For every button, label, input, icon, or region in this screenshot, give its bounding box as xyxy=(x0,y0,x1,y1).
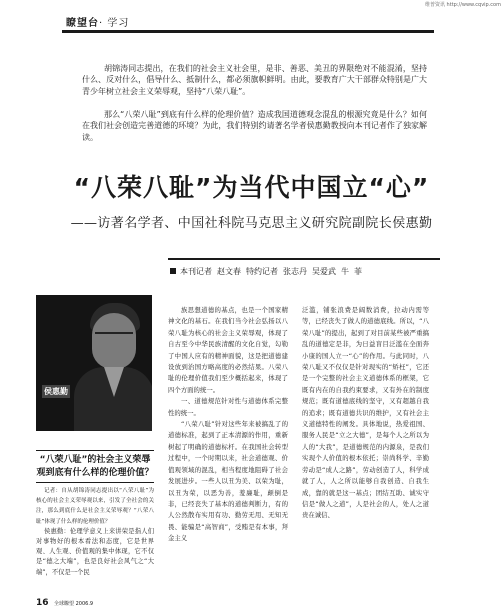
watermark-text: 维普资讯 http://www.cqvip.com xyxy=(424,2,501,8)
body-column-2 xyxy=(168,305,288,545)
square-bullet-icon xyxy=(170,268,176,274)
pullquote: “八荣八耻”的社会主义荣辱观到底有什么样的伦理价值？ xyxy=(36,455,154,478)
byline-name-2: 张志丹 xyxy=(283,267,307,276)
answer-1: 侯惠勤：伦理学意义上来讲荣是指人们对事物好的根本看法和态度，它是世界观、人生观、价值观的集中体现，它不仅是“德之大端”，也是良好社会风气之“大端”，不仅是一个民 xyxy=(36,527,154,576)
byline-rule xyxy=(168,258,440,260)
byline-role-1: 本刊记者 xyxy=(180,267,212,276)
portrait-photo xyxy=(36,295,152,431)
column-sub: · 学习 xyxy=(99,18,130,29)
qa-column xyxy=(36,486,154,578)
article-headline: “八荣八耻”为当代中国立“心” xyxy=(73,173,430,202)
byline-name-4b: 菲 xyxy=(354,267,362,276)
article-subtitle: ——访著名学者、中国社科院马克思主义研究院副院长侯惠勤 xyxy=(70,216,433,231)
pullquote-rule-top xyxy=(36,450,154,451)
body-paragraph: 泛滥，铺张浪费是阔数消费，拉动内需等等，已经丧失了做人的道德底线。所以，“八荣八耻”的提出，起到了对目前某些被严重搞乱的道德定是非，为日益盲目泛滥在全面奔小康的国人立一“心”的作用。与此同时，八荣八耻又不仅仅是针对现实的“矫枉”，它还是一个完整的社会主义道德体系的框架，它既有内在的自我约束要求，又有外在的制度规范；既有道德底线的坚守，又有超越自我的追求；既有道德共识的维护，又有社会主义道德特性的阐发。具体地说，热爱祖国、服务人民是“立之大德”，是每个人之所以为人的“大我”，是道德规范的内源泉，是我们实现个人价值的根本依托；崇尚科学、辛勤劳动是“成人之路”，劳动创造了人，科学成就了人，人之所以能够自我创造、自我生成，靠的就是这一基点；团结互助、诚实守信是“做人之道”，人是社会的人，处人之道贵在诚信、 xyxy=(302,306,429,520)
byline xyxy=(170,266,367,277)
byline-name-1: 赵文春 xyxy=(217,267,241,276)
byline-name-3: 吴爱武 xyxy=(312,267,336,276)
page-number: 16 xyxy=(36,598,49,608)
body-column-3 xyxy=(302,305,429,522)
byline-name-4a: 牛 xyxy=(341,267,349,276)
byline-role-2: 特约记者 xyxy=(246,267,278,276)
body-paragraph: 一、道德规范针对性与道德体系完整性的统一。 xyxy=(168,397,288,417)
header-rule xyxy=(62,30,434,33)
body-paragraph: 族思想道德的基点，也是一个国家精神文化的基石。在我们当今社会弘扬以八荣八耻为核心的社会主义荣辱观，体现了自古至今中华民族清醒的文化自觉，勾勒了中国人应有的精神面貌，这是把道德建设放到治国方略高度的必然结果。八荣八耻的伦理价值我们至少概括起来，体现了四个方面的统一。 xyxy=(168,306,288,394)
publication-name: 全球瞭望 2006.9 xyxy=(54,601,94,607)
photo-caption: 侯惠勤 xyxy=(44,387,68,396)
intro-paragraph-1: 胡锦涛同志提出，在我们的社会主义社会里，是非、善恶、美丑的界限绝对不能混淆，坚持什么、反对什么，倡导什么、抵制什么，都必须旗帜鲜明。由此，要教育广大干部群众特别是广大青少年树立社会主义荣辱观，坚持“八荣八耻”。 xyxy=(82,64,427,96)
pullquote-rule-bottom xyxy=(36,482,154,483)
question-1: 记者：自从胡锦涛同志提出以“八荣八耻”为核心的社会主义荣辱观以来，引发了全社会的关注，那么到底什么是社会主义荣辱观？“八荣八耻”体现了什么样的伦理价值？ xyxy=(36,488,154,525)
column-title xyxy=(66,14,129,29)
column-name: 瞭望台 xyxy=(66,18,99,29)
intro-paragraph-2: 那么“八荣八耻”到底有什么样的伦理价值？造成我国道德观念混乱的根源究竟是什么？如何在我们社会创造完善道德的环境？为此，我们特别约请著名学者侯惠勤教授向本刊记者作了独家解读。 xyxy=(82,110,427,142)
portrait-glasses xyxy=(95,332,133,343)
body-paragraph: “八荣八耻”针对这些年来被搞乱了的道德标准，起到了正本清源的作用，重新树起了明确的道德标杆。在我国社会转型过程中，一个时期以来，社会道德观、价值观领域的混乱，相当程度地阻碍了社会发展进步。一些人以丑为美、以荣为耻，以丑为荣，以恶为善，羞廉耻，颠倒是非，已经丧失了基本的道德判断力，有的人公然散布实用有功、勤劳无用、无知无畏、能骗是“高智商”，受贿是有本事，拜金主义 xyxy=(168,420,288,543)
